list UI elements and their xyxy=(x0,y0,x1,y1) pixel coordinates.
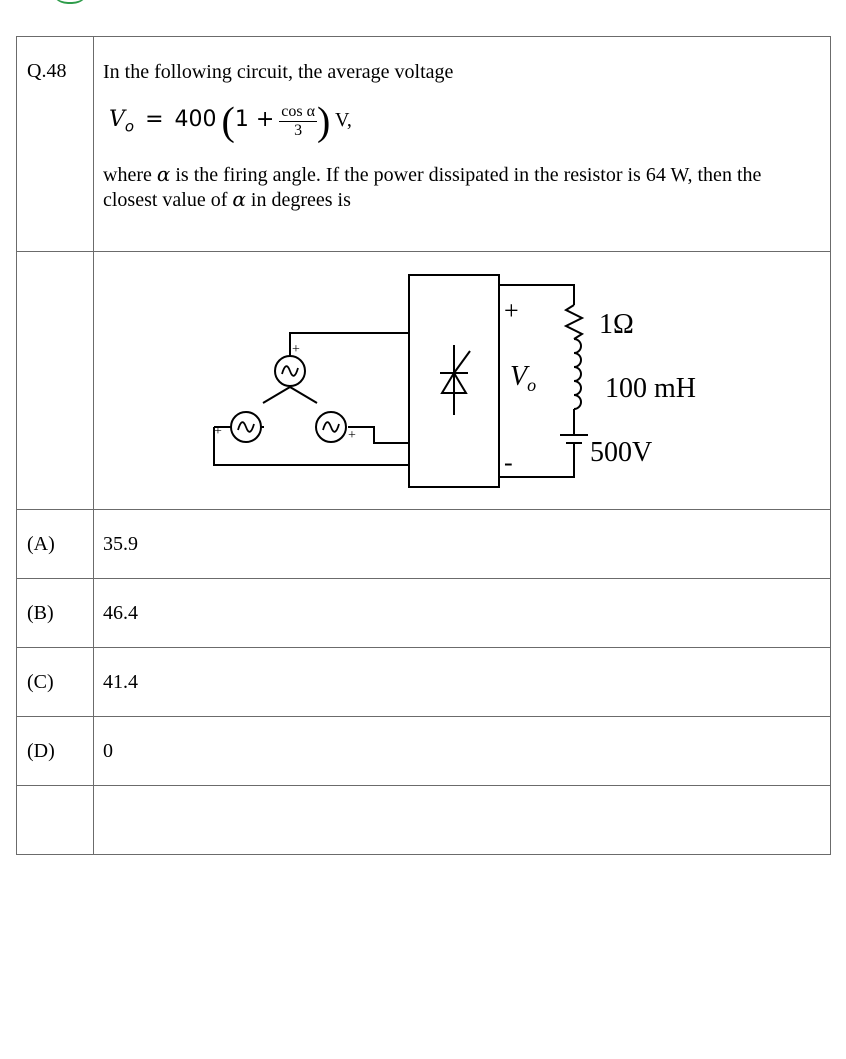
formula-one-plus: 1 + xyxy=(234,107,275,132)
formula-fraction xyxy=(279,103,317,140)
inductor-label: 100 mH xyxy=(605,372,696,404)
vo-label: $V_o$ xyxy=(510,360,537,395)
option-row-d xyxy=(17,717,831,786)
question-table xyxy=(16,36,831,855)
resistor-label: 1Ω xyxy=(599,308,634,340)
option-row-c xyxy=(17,648,831,717)
option-row-b xyxy=(17,579,831,648)
formula-numerator: cos α xyxy=(281,102,315,120)
question-number: Q.48 xyxy=(17,37,94,252)
option-label-d: (D) xyxy=(17,717,94,786)
circuit-cell xyxy=(94,252,831,510)
battery-label: 500V xyxy=(590,436,653,468)
circuit-diagram xyxy=(94,253,830,509)
question-stem xyxy=(94,37,831,252)
option-value-c: 41.4 xyxy=(94,648,831,717)
formula: $V_o = 400$ (1 + $\frac{\text{cos α}}{3}$ ) V, xyxy=(109,98,352,144)
alpha-symbol: α xyxy=(232,187,246,211)
vo-minus: - xyxy=(504,447,513,477)
formula-equals: = xyxy=(145,107,164,132)
formula-denominator: 3 xyxy=(294,121,303,139)
plus-source-right: + xyxy=(348,427,356,443)
logo-fragment xyxy=(50,0,90,4)
question-where: where α is the firing angle. If the power dissipated in the resistor is 64 W, then the closest value of α in degrees is xyxy=(103,162,762,211)
option-label-a: (A) xyxy=(17,510,94,579)
plus-source-left: + xyxy=(214,423,222,439)
empty-row xyxy=(17,786,831,855)
formula-sub: o xyxy=(124,117,135,136)
plus-source-top: + xyxy=(292,341,300,357)
formula-unit: V, xyxy=(334,109,352,131)
formula-coeff: 400 xyxy=(174,107,217,132)
option-value-b: 46.4 xyxy=(94,579,831,648)
option-value-d: 0 xyxy=(94,717,831,786)
option-label-b: (B) xyxy=(17,579,94,648)
circuit-row xyxy=(17,252,831,510)
question-intro: In the following circuit, the average voltage xyxy=(103,61,454,83)
question-row xyxy=(17,37,831,252)
option-label-c: (C) xyxy=(17,648,94,717)
option-value-a: 35.9 xyxy=(94,510,831,579)
option-row-a xyxy=(17,510,831,579)
vo-plus: + xyxy=(504,295,519,325)
formula-var: V xyxy=(109,107,125,132)
alpha-symbol: α xyxy=(156,162,171,186)
